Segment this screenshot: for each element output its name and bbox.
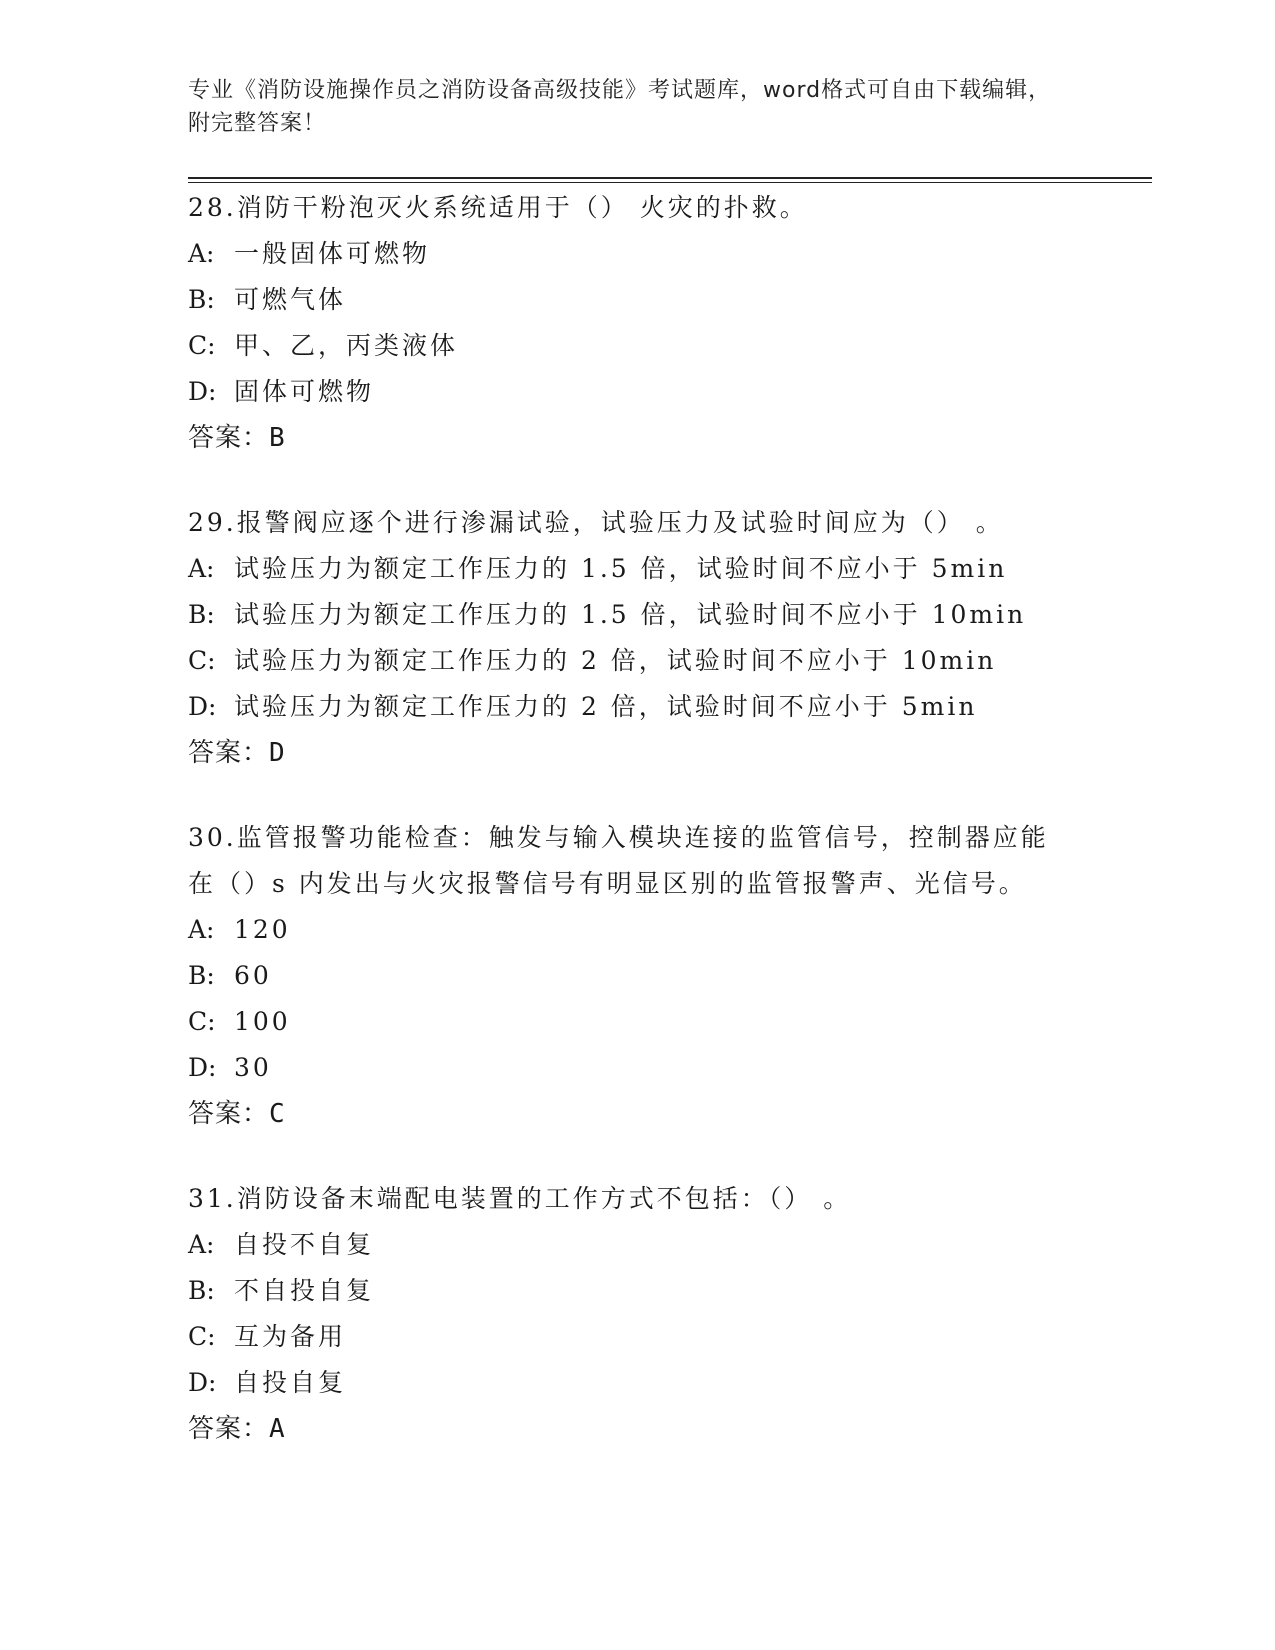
option-a [188,546,1088,592]
option-letter: A: [188,915,215,944]
option-b [188,592,1088,638]
option-letter: D: [188,1368,217,1397]
option-text: 甲、乙，丙类液体 [234,331,459,360]
question-stem: 28.消防干粉泡灭火系统适用于（） 火灾的扑救。 [188,193,808,222]
answer-label: 答案： [188,1099,270,1129]
header-divider-thin [188,182,1152,183]
answer-label: 答案： [188,1414,270,1444]
option-letter: A: [188,554,215,583]
option-letter: A: [188,1230,215,1259]
answer-value: B [269,423,286,453]
option-letter: B: [188,285,215,314]
option-letter: D: [188,377,217,406]
option-letter: D: [188,692,217,721]
option-text: 120 [234,915,291,944]
option-d [188,1360,1088,1406]
option-c [188,1314,1088,1360]
question-28 [188,185,1088,461]
option-c [188,999,1068,1045]
question-stem: 31.消防设备末端配电装置的工作方式不包括：（） 。 [188,1184,852,1213]
answer-line [188,1091,1068,1137]
option-text: 试验压力为额定工作压力的 1.5 倍，试验时间不应小于 10min [234,600,1027,629]
option-text: 30 [234,1053,272,1082]
option-d [188,684,1088,730]
option-text: 试验压力为额定工作压力的 1.5 倍，试验时间不应小于 5min [234,554,1008,583]
option-b [188,1268,1088,1314]
answer-label: 答案： [188,738,270,768]
header-divider-thick [188,177,1152,179]
option-a [188,1222,1088,1268]
option-d [188,369,1088,415]
option-letter: B: [188,600,215,629]
option-d [188,1045,1068,1091]
answer-value: D [269,738,286,768]
option-text: 100 [234,1007,291,1036]
option-letter: B: [188,961,215,990]
answer-line [188,1406,1088,1452]
option-letter: C: [188,1322,216,1351]
question-29 [188,500,1088,776]
option-letter: C: [188,646,216,675]
answer-line [188,730,1088,776]
option-text: 试验压力为额定工作压力的 2 倍，试验时间不应小于 10min [234,646,997,675]
question-31 [188,1176,1088,1452]
question-stem: 30.监管报警功能检查：触发与输入模块连接的监管信号，控制器应能在（）s 内发出与火灾报警信号有明显区别的监管报警声、光信号。 [188,823,1049,898]
option-c [188,638,1088,684]
option-text: 互为备用 [234,1322,347,1351]
option-b [188,953,1068,999]
option-text: 60 [234,961,272,990]
answer-value: A [269,1414,286,1444]
document-header: 专业《消防设施操作员之消防设备高级技能》考试题库，word格式可自由下载编辑，附完整答案！ [188,78,1052,136]
answer-line [188,415,1088,461]
option-text: 自投不自复 [234,1230,375,1259]
option-a [188,907,1068,953]
answer-value: C [269,1099,286,1129]
option-a [188,231,1088,277]
option-letter: C: [188,331,216,360]
option-c [188,323,1088,369]
question-30 [188,815,1068,1137]
option-letter: B: [188,1276,215,1305]
option-text: 试验压力为额定工作压力的 2 倍，试验时间不应小于 5min [234,692,978,721]
option-letter: A: [188,239,215,268]
option-text: 固体可燃物 [234,377,375,406]
option-text: 一般固体可燃物 [234,239,431,268]
answer-label: 答案： [188,423,270,453]
option-letter: C: [188,1007,216,1036]
option-b [188,277,1088,323]
option-letter: D: [188,1053,217,1082]
option-text: 可燃气体 [234,285,347,314]
option-text: 不自投自复 [234,1276,375,1305]
option-text: 自投自复 [234,1368,347,1397]
question-stem: 29.报警阀应逐个进行渗漏试验，试验压力及试验时间应为（） 。 [188,508,1004,537]
